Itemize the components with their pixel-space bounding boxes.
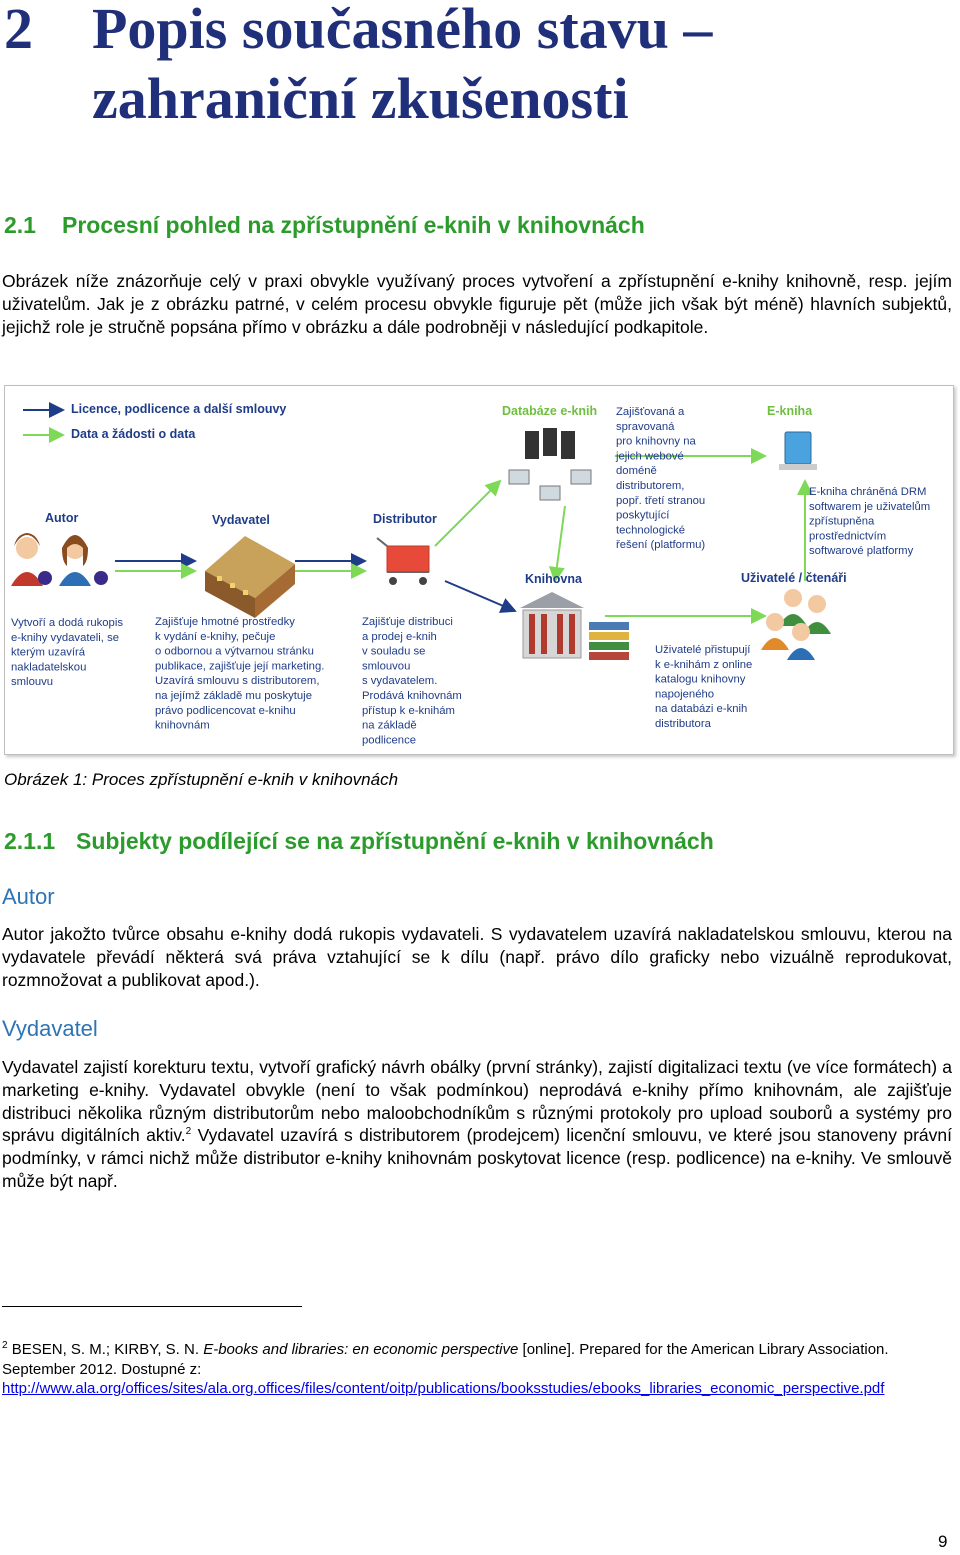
chapter-number: 2: [4, 0, 33, 61]
shopping-cart-icon: [377, 538, 429, 585]
ereader-icon: [779, 432, 817, 470]
figure-text-line: na základě: [362, 719, 417, 732]
figure-text-line: katalogu knihovny: [655, 673, 746, 686]
figure-text-line: e-knihy vydavateli, se: [11, 631, 119, 644]
figure-text-line: Uzavírá smlouvu s distributorem,: [155, 675, 320, 688]
figure-text-line: distributorem,: [616, 480, 685, 492]
figure-text-line: smlouvou: [362, 660, 411, 673]
figure-text-line: zpřístupněna: [809, 515, 875, 528]
figure-text-line: Prodává knihovnám: [362, 690, 462, 702]
figure-text-line: poskytující: [616, 509, 670, 522]
heading-autor: Autor: [2, 884, 55, 909]
footnote-number: 2: [2, 1340, 8, 1351]
figure-text-line: prostřednictvím: [809, 530, 887, 543]
figure-text-line: napojeného: [655, 688, 715, 701]
database-servers-icon: [509, 428, 591, 500]
figure-text-line: Zajišťuje hmotné prostředky: [155, 616, 295, 628]
subsection-number: 2.1.1: [4, 828, 56, 854]
publisher-building-icon: [205, 536, 295, 618]
figure-text-line: o odbornou a výtvarnou stránku: [155, 645, 314, 658]
users-icon: [761, 589, 831, 660]
figure-caption: Obrázek 1: Proces zpřístupnění e-knih v knihovnách: [4, 770, 399, 789]
subsection-heading: [4, 828, 714, 855]
text-distributor: [362, 616, 462, 746]
chapter-title-line2: zahraniční zkušenosti: [92, 66, 629, 131]
chapter-title-line1: Popis současného stavu –: [92, 0, 713, 61]
legend-licence: Licence, podlicence a další smlouvy: [71, 402, 287, 416]
figure-text-line: nakladatelskou: [11, 661, 87, 674]
subsection-title: Subjekty podílející se na zpřístupnění e-knih v knihovnách: [76, 828, 714, 854]
figure-text-line: popř. třetí stranou: [616, 494, 706, 507]
footnote-separator: [2, 1306, 302, 1307]
authors-icon: [11, 533, 108, 586]
figure-text-line: kterým uzavírá: [11, 646, 86, 659]
figure-text-line: technologické: [616, 524, 686, 537]
page-number: 9: [938, 1532, 948, 1551]
paragraph-vydavatel: [2, 1056, 952, 1193]
label-databaze: Databáze e-knih: [502, 404, 598, 418]
footnote-rest: [online]. Prepared for the American Library Association. September 2012. Dostupné z:: [2, 1341, 889, 1378]
figure-text-line: v souladu se: [362, 645, 426, 658]
figure-text-line: jejich webové: [616, 450, 684, 463]
figure-text-line: Zajišťovaná a: [616, 406, 685, 418]
label-autor: Autor: [45, 511, 79, 525]
footnote-title: E-books and libraries: en economic perspective: [203, 1341, 519, 1358]
intro-paragraph: Obrázek níže znázorňuje celý v praxi obvykle využívaný proces vytvoření a zpřístupnění e-knihy knihovně, resp. jejím uživatelům. Jak je z obrázku patrné, v celém procesu obvykle figuruje pět (může jich však být méně) hlavních subjektů, jejichž role je stručně popsána přímo v obrázku a dále podrobněji v následující podkapitole.: [2, 271, 952, 337]
label-uzivatele: Uživatelé / čtenáři: [741, 571, 847, 585]
label-distributor: Distributor: [373, 512, 437, 526]
figure-text-line: distributora: [655, 718, 711, 730]
label-vydavatel: Vydavatel: [212, 513, 270, 527]
heading-vydavatel: Vydavatel: [2, 1016, 98, 1041]
figure-text-line: Vytvoří a dodá rukopis: [11, 617, 123, 629]
figure-text-line: spravovaná: [616, 420, 675, 433]
section-title: Procesní pohled na zpřístupnění e-knih v knihovnách: [62, 212, 645, 238]
vydavatel-text-1: Vydavatel zajistí korekturu textu, vytvoří grafický návrh obálky (první stránky), zajistí digitalizaci textu (ve více formátech) a marketing e-knihy. Vydavatel obvykle (není to však podmínkou) neprodává e-knihy přímo knihovnám, ale zajišťuje distribuci několika různým distributorům nebo maloobchodníkům s různými protokoly pro upload souborů a systémy pro správu digitálních aktiv.: [2, 1057, 952, 1146]
text-uzivatele: [655, 644, 752, 730]
process-figure: [4, 385, 954, 755]
paragraph-autor: Autor jakožto tvůrce obsahu e-knihy dodá rukopis vydavateli. S vydavatelem uzavírá nakladatelskou smlouvu, kterou na vydavatele převádí některá svá práva vztahující se k dílu (např. právo dílo graficky nebo vizuálně reprodukovat, rozmnožovat a publikovat apod.).: [2, 924, 952, 990]
figure-text-line: podlicence: [362, 734, 417, 747]
text-vydavatel: [155, 616, 324, 732]
section-heading: [4, 212, 645, 239]
vydavatel-text-2: Vydavatel uzavírá s distributorem (prodejcem) licenční smlouvu, ve které jsou stanoveny právní podmínky, v rámci nichž může distributor e-knihy knihovnám poskytovat licence (resp. podlicence) na e-knihy. Ve smlouvě může být např.: [2, 1125, 952, 1191]
legend-data: Data a žádosti o data: [71, 427, 196, 441]
figure-text-line: řešení (platformu): [616, 539, 706, 552]
figure-text-line: softwarové platformy: [809, 545, 914, 558]
footnote-ref[interactable]: 2: [185, 1126, 192, 1138]
figure-text-line: k vydání e-knihy, pečuje: [155, 630, 276, 643]
figure-text-line: s vydavatelem.: [362, 675, 438, 688]
figure-text-line: pro knihovny na: [616, 435, 696, 448]
section-number: 2.1: [4, 212, 36, 238]
text-databaze: [615, 406, 705, 551]
text-ekniha: [809, 486, 930, 557]
label-knihovna: Knihovna: [525, 572, 582, 586]
figure-text-line: E-kniha chráněná DRM: [809, 486, 927, 498]
figure-text-line: knihovnám: [155, 719, 210, 732]
figure-text-line: Uživatelé přistupují: [655, 644, 751, 656]
figure-text-line: doméně: [616, 465, 657, 478]
figure-text-line: k e-knihám z online: [655, 658, 753, 671]
label-ekniha: E-kniha: [767, 404, 813, 418]
text-autor: [11, 617, 123, 688]
figure-text-line: na databázi e-knih: [655, 703, 748, 716]
figure-text-line: publikace, zajišťuje její marketing.: [155, 660, 325, 673]
figure-text-line: a prodej e-knih: [362, 630, 437, 643]
library-building-icon: [520, 592, 629, 660]
figure-text-line: na jejímž základě mu poskytuje: [155, 690, 312, 702]
footnote-link[interactable]: http://www.ala.org/offices/sites/ala.org.offices/files/content/oitp/publications/booksstudies/ebooks_libraries_economic_perspective.pdf: [2, 1380, 885, 1397]
footnote: [2, 1340, 952, 1399]
figure-text-line: přístup k e-knihám: [362, 704, 455, 717]
figure-text-line: softwarem je uživatelům: [809, 500, 931, 513]
footnote-authors: BESEN, S. M.; KIRBY, S. N.: [7, 1341, 204, 1358]
chapter-heading: [4, 0, 954, 134]
figure-text-line: právo podlicencovat e-knihu: [155, 704, 296, 717]
figure-text-line: Zajišťuje distribuci: [362, 616, 453, 628]
figure-text-line: smlouvu: [11, 676, 54, 689]
